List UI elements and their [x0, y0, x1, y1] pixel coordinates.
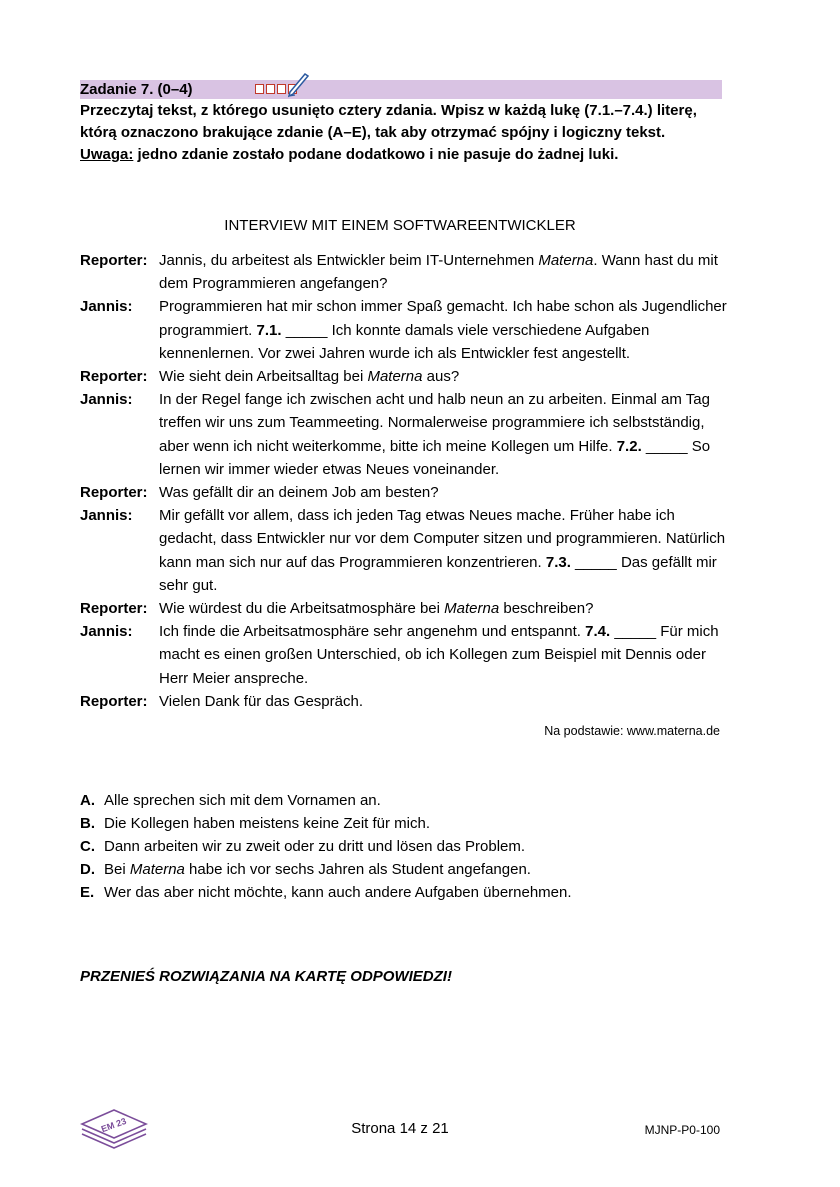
brand-name: Materna [129, 861, 185, 878]
note-text: jedno zdanie zostało podane dodatkowo i nie pasuje do żadnej luki. [133, 146, 619, 163]
speaker: Jannis: [80, 623, 133, 641]
gap-number: 7.1. [256, 321, 282, 339]
speech-text: Für mich macht es einen großen Unterschied, ob ich Kollegen zum Beispiel mit Dennis oder Herr Meier anspreche. [159, 623, 719, 687]
speaker: Reporter: [80, 252, 148, 269]
speaker: Jannis: [80, 391, 133, 409]
answer-options [80, 789, 730, 904]
dialog-turn [80, 504, 730, 597]
dialog-turn [80, 295, 730, 365]
speaker: Reporter: [80, 692, 148, 710]
speech-text: Vielen Dank für das Gespräch. [159, 692, 364, 710]
gap-blank: _____ [281, 321, 332, 339]
speaker: Reporter: [80, 600, 148, 618]
text-title: INTERVIEW MIT EINEM SOFTWAREENTWICKLER [224, 217, 576, 234]
speech [159, 481, 730, 504]
speech [159, 249, 730, 295]
speech-text: In der Regel fange ich zwischen acht und halb neun an zu arbeiten. Einmal am Tag treffen wir uns zum Teammeeting. Normalerweise programmiere ich selbstständig, aber wenn ich nicht weiterkomme, bitte ich meine Kollegen um Hilfe. [159, 391, 710, 455]
option-letter: B. [80, 815, 95, 832]
logo-text: EM 23 [99, 1115, 128, 1135]
speech-text: Programmieren hat mir schon immer Spaß gemacht. Ich habe schon als Jugendlicher programmiert. [159, 298, 727, 339]
speech [159, 365, 730, 388]
speech-text: Was gefällt dir an deinem Job am besten? [159, 484, 439, 502]
speech-text: Wie sieht dein Arbeitsalltag bei [159, 368, 368, 386]
gap-blank: _____ [610, 623, 661, 641]
option-letter: D. [80, 861, 95, 878]
page-number: Strona 14 z 21 [351, 1120, 449, 1137]
speaker: Reporter: [80, 368, 148, 386]
closing-instruction: PRZENIEŚ ROZWIĄZANIA NA KARTĘ ODPOWIEDZI! [80, 968, 452, 985]
score-box [266, 84, 275, 94]
note-label: Uwaga: [80, 146, 134, 163]
brand-name: Materna [367, 368, 423, 386]
gap-number: 7.4. [585, 623, 611, 641]
interview-dialog [80, 249, 730, 713]
option-text [104, 858, 531, 881]
option-e [80, 881, 730, 904]
option-b [80, 812, 730, 835]
option-letter: A. [80, 792, 95, 809]
speech [159, 620, 730, 690]
speech-text: Ich finde die Arbeitsatmosphäre sehr angenehm und entspannt. [159, 623, 586, 641]
gap-number: 7.3. [545, 553, 571, 571]
option-text: Die Kollegen haben meistens keine Zeit für mich. [104, 815, 431, 832]
speech [159, 388, 730, 481]
speech-text: Jannis, du arbeitest als Entwickler beim IT-Unternehmen [159, 252, 539, 269]
option-text: Alle sprechen sich mit dem Vornamen an. [104, 792, 381, 809]
speaker: Jannis: [80, 298, 133, 316]
exam-code: MJNP-P0-100 [644, 1123, 720, 1137]
source-note: Na podstawie: www.materna.de [544, 724, 720, 738]
dialog-turn [80, 249, 730, 295]
option-text: Wer das aber nicht möchte, kann auch andere Aufgaben übernehmen. [104, 884, 572, 901]
dialog-turn [80, 620, 730, 690]
speech [159, 504, 730, 597]
dialog-turn [80, 481, 730, 504]
score-box [277, 84, 286, 94]
speech-text: beschreiben? [499, 600, 594, 618]
option-letter: E. [80, 884, 95, 901]
option-letter: C. [80, 838, 95, 855]
speech-text: Wie würdest du die Arbeitsatmosphäre bei [159, 600, 445, 618]
gap-blank: _____ [570, 553, 621, 571]
score-box [255, 84, 264, 94]
speech-text: . Wann hast du mit dem Programmieren angefangen? [159, 252, 718, 293]
speech-text: Ich konnte damals viele verschiedene Aufgaben kennenlernen. Vor zwei Jahren wurde ich als Entwickler fest angestellt. [159, 321, 650, 362]
speech-text: So lernen wir immer wieder etwas Neues voneinander. [159, 437, 711, 478]
speech [159, 690, 730, 713]
dialog-turn [80, 597, 730, 620]
gap-blank: _____ [641, 437, 692, 455]
dialog-turn [80, 690, 730, 713]
option-text-part: Bei [104, 861, 130, 878]
task-title: Zadanie 7. (0–4) [80, 81, 193, 98]
option-c [80, 835, 730, 858]
speech-text: Mir gefällt vor allem, dass ich jeden Tag etwas Neues mache. Früher habe ich gedacht, dass Entwickler nur vor dem Computer sitzen und programmieren. Natürlich kann man sich nur auf das Programmieren konzentrieren. [159, 507, 726, 571]
dialog-turn [80, 365, 730, 388]
brand-name: Materna [444, 600, 500, 618]
instruction-main: Przeczytaj tekst, z którego usunięto cztery zdania. Wpisz w każdą lukę (7.1.–7.4.) literę, którą oznaczono brakujące zdanie (A–E), tak aby otrzymać spójny i logiczny tekst. [80, 102, 697, 141]
option-text: Dann arbeiten wir zu zweit oder zu dritt und lösen das Problem. [104, 838, 526, 855]
speech-text: aus? [422, 368, 460, 386]
speech [159, 597, 730, 620]
task-instructions [80, 100, 730, 166]
option-d [80, 858, 730, 881]
pen-icon [287, 72, 309, 98]
speech-text: Das gefällt mir sehr gut. [159, 553, 717, 594]
speaker: Reporter: [80, 484, 148, 502]
gap-number: 7.2. [616, 437, 642, 455]
speech [159, 295, 730, 365]
option-text-part: habe ich vor sechs Jahren als Student angefangen. [184, 861, 531, 878]
brand-name: Materna [538, 252, 594, 269]
speaker: Jannis: [80, 507, 133, 525]
option-a [80, 789, 730, 812]
dialog-turn [80, 388, 730, 481]
